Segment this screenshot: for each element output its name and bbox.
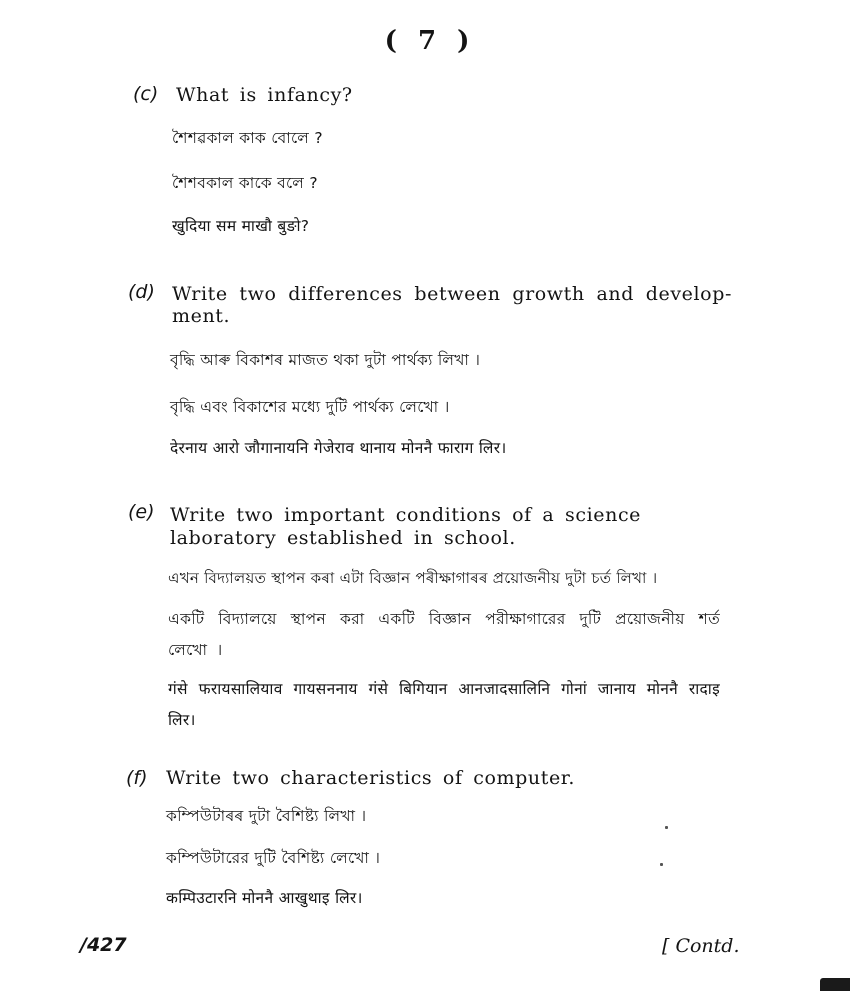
question-text-english: Write two differences between growth and develop-ment. (172, 283, 732, 327)
question-text-assamese: শৈশৱকাল কাক বোলে ? (172, 129, 323, 147)
question-text-bengali: কম্পিউটারের দুটি বৈশিষ্ট্য লেখো । (166, 849, 381, 867)
question-label: (d) (128, 281, 155, 303)
question-text-bodo: गंसे फरायसालियाव गायसननाय गंसे बिगियान आनजादसालिनि गोनां जानाय मोननै रादाइ लिर। (168, 680, 720, 729)
page-number: ( 7 ) (384, 26, 476, 56)
scan-edge-mark (820, 978, 850, 991)
question-text-bodo: कम्पिउटारनि मोननै आखुथाइ लिर। (166, 889, 363, 907)
question-label: (f) (126, 767, 148, 789)
question-text-bengali: একটি বিদ্যালয়ে স্থাপন করা একটি বিজ্ঞান পরীক্ষাগারের দুটি প্রয়োজনীয় শর্ত লেখো । (168, 610, 720, 659)
question-text-bodo: देरनाय आरो जौगानायनि गेजेराव थानाय मोननै फाराग लिर। (170, 439, 507, 457)
paper-code: /427 (80, 934, 127, 956)
continued-label: [ Contd. (662, 935, 740, 957)
scan-speck (665, 826, 668, 829)
question-text-bengali: শৈশবকাল কাকে বলে ? (172, 174, 318, 192)
question-label: (e) (128, 501, 155, 523)
question-text-assamese: এখন বিদ্যালয়ত স্থাপন কৰা এটা বিজ্ঞান পৰীক্ষাগাৰৰ প্ৰয়োজনীয় দুটা চৰ্ত লিখা । (168, 569, 658, 587)
question-text-bengali: বৃদ্ধি এবং বিকাশের মধ্যে দুটি পার্থক্য লেখো । (170, 398, 450, 416)
question-text-english: Write two characteristics of computer. (166, 767, 576, 789)
scan-speck (660, 863, 663, 866)
question-text-assamese: বৃদ্ধি আৰু বিকাশৰ মাজত থকা দুটা পাৰ্থক্য লিখা । (170, 351, 481, 369)
question-text-assamese: কম্পিউটাৰৰ দুটা বৈশিষ্ট্য লিখা । (166, 807, 367, 825)
question-label: (c) (133, 83, 159, 105)
question-text-english: What is infancy? (176, 84, 353, 106)
question-text-bodo: खुदिया सम माखौ बुङो? (172, 217, 310, 235)
question-text-english: Write two important conditions of a science laboratory established in school. (170, 504, 642, 549)
